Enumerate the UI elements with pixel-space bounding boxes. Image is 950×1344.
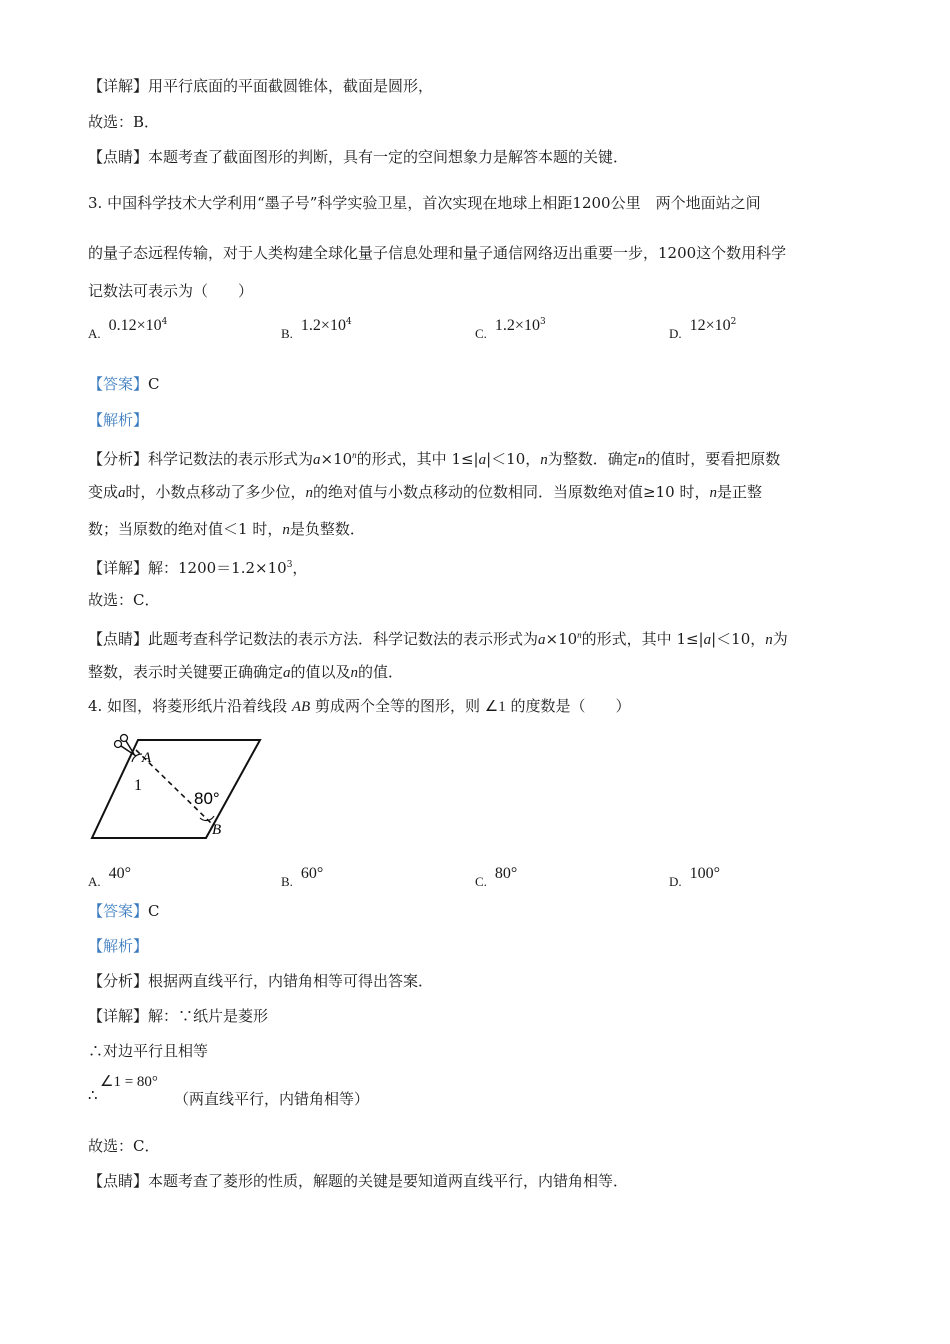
label-b: B <box>212 822 222 838</box>
comment-4: 【点睛】本题考查了菱形的性质，解题的关键是要知道两直线平行，内错角相等． <box>88 1172 629 1190</box>
detail-3: 【详解】解：$1200=1.2\times 10^3$， <box>88 559 308 577</box>
question-3-options <box>88 316 868 346</box>
label-angle-1: 1 <box>134 777 142 794</box>
option-d: D. 100° <box>669 865 721 889</box>
comment-q2: 【点睛】本题考查了截面图形的判断，具有一定的空间想象力是解答本题的关键． <box>88 148 629 166</box>
solution-detail-q2: 【详解】用平行底面的平面截圆锥体，截面是圆形， <box>88 77 434 95</box>
question-3-line-3: 记数法可表示为（ ） <box>88 282 254 300</box>
option-c: C. $1.2\times 10^3$ <box>475 317 546 341</box>
question-4-options <box>88 864 868 894</box>
comment-3-line-1: 【点睛】此题考查科学记数法的表示方法．科学记数法的表示形式为$a\times 10^n$的形式，其中 1≤|a|＜10，n为 <box>88 630 788 648</box>
label-80-degrees: 80° <box>194 789 220 808</box>
comment-3-line-2: 整数，表示时关键要正确确定a的值以及n的值． <box>88 663 404 681</box>
analysis-3-line-3: 数；当原数的绝对值＜1 时，n是负整数． <box>88 520 365 538</box>
choice-3: 故选：C． <box>88 591 160 609</box>
therefore-2: ∴ ∠1 = 80° （两直线平行，内错角相等） <box>88 1074 370 1108</box>
rhombus-figure <box>88 732 268 844</box>
analysis-3-line-2: 变成a时，小数点移动了多少位，n的绝对值与小数点移动的位数相同．当原数绝对值≥10 时，n是正整 <box>88 483 762 501</box>
question-3-line-2: 的量子态远程传输，对于人类构建全球化量子信息处理和量子通信网络迈出重要一步，1200这个数用科学 <box>88 244 787 262</box>
answer-3: 【答案】C <box>88 375 160 393</box>
question-3-line-1: 3. 中国科学技术大学利用“墨子号”科学实验卫星，首次实现在地球上相距1200公里 两个地面站之间 <box>88 194 761 212</box>
option-b: B. $1.2\times 10^4$ <box>281 317 352 341</box>
therefore-1: ∴对边平行且相等 <box>88 1042 209 1060</box>
analysis-4: 【分析】根据两直线平行，内错角相等可得出答案． <box>88 972 434 990</box>
option-a: A. 40° <box>88 865 132 889</box>
analysis-3-line-1: 【分析】科学记数法的表示形式为$a\times 10^n$的形式，其中 1≤|a|＜10，n为整数．确定n的值时，要看把原数 <box>88 450 781 468</box>
option-d: D. $12\times 10^2$ <box>669 317 737 341</box>
label-a: A <box>142 750 152 766</box>
option-b: B. 60° <box>281 865 324 889</box>
answer-4: 【答案】C <box>88 902 160 920</box>
choice-q2: 故选：B． <box>88 113 160 131</box>
scissors-icon <box>115 735 137 757</box>
analysis-header-4: 【解析】 <box>88 937 149 955</box>
detail-4: 【详解】解：∵纸片是菱形 <box>88 1007 269 1025</box>
question-4: 4. 如图，将菱形纸片沿着线段 AB 剪成两个全等的图形，则 ∠1 的度数是（ ） <box>88 697 631 715</box>
choice-4: 故选：C． <box>88 1137 160 1155</box>
option-c: C. 80° <box>475 865 518 889</box>
option-a: A. $0.12\times 10^4$ <box>88 317 168 341</box>
analysis-header-3: 【解析】 <box>88 411 149 429</box>
